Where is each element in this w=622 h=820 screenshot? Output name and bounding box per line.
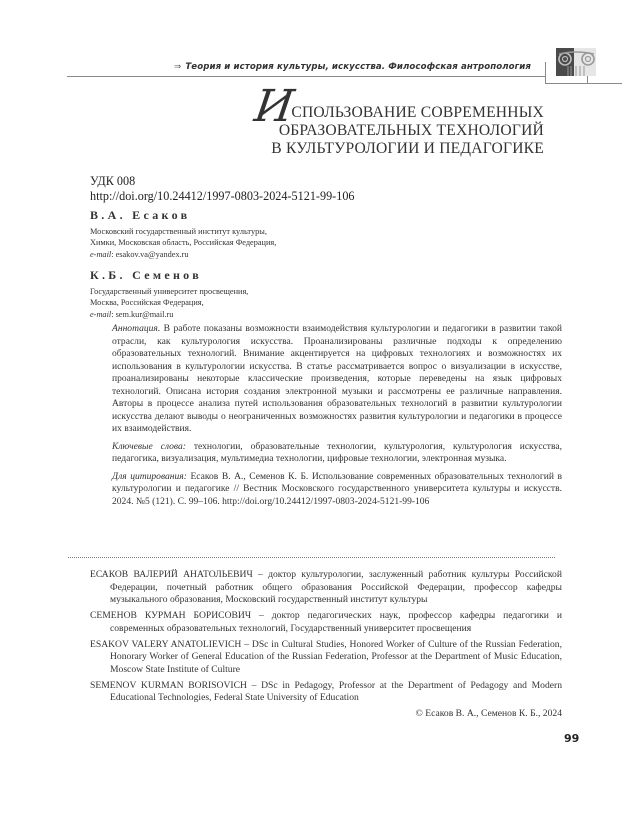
author-bio: ЕСАКОВ ВАЛЕРИЙ АНАТОЛЬЕВИЧ – доктор культурологии, заслуженный работник культуры Российской Федерации, почетный работник общего образования Российской Федерации, профессор кафедры музыкального образования, Московский государственный институт культуры (90, 569, 562, 606)
email-address[interactable]: : sem.kur@mail.ru (111, 309, 174, 319)
title-drop-cap: И (251, 81, 298, 132)
author-affiliation (90, 286, 248, 320)
header-rule-lower (545, 83, 622, 84)
title-line-2: ОБРАЗОВАТЕЛЬНЫХ ТЕХНОЛОГИЙ (278, 122, 544, 139)
author-email (90, 309, 248, 320)
section-title: Теория и история культуры, искусства. Философская антропология (185, 62, 531, 72)
email-address[interactable]: : esakov.va@yandex.ru (111, 249, 189, 259)
running-header (67, 62, 545, 77)
email-label: e-mail (90, 309, 112, 319)
doi-link[interactable]: http://doi.org/10.24412/1997-0803-2024-5121-99-106 (90, 189, 355, 203)
email-label: e-mail (90, 249, 112, 259)
author-name: В.А. Есаков (90, 208, 191, 222)
author-bio: ESAKOV VALERY ANATOLIEVICH – DSc in Cultural Studies, Honored Worker of Culture of the Russian Federation, Honorary Worker of General Education of the Russian Federation, Professor at the Department of Music Education, Moscow State Institute of Culture (90, 638, 562, 675)
abstract-block (112, 323, 562, 513)
header-rule-tick (587, 76, 588, 83)
author-affiliation (90, 226, 276, 260)
affiliation-line: Государственный университет просвещения, (90, 287, 249, 296)
affiliation-line: Химки, Московская область, Российская Федерация, (90, 238, 277, 248)
author-name: К.Б. Семенов (90, 268, 202, 282)
abstract-label: Аннотация. (112, 323, 161, 334)
keywords-text: технологии, образовательные технологии, культурология, культурология искусства, педагогика, визуализация, мультимедиа технологии, цифровые технологии, электронная музыка. (112, 440, 562, 464)
affiliation-line: Московский государственный институт культуры, (90, 227, 267, 236)
header-rule-vertical (545, 62, 546, 84)
keywords-label: Ключевые слова: (112, 440, 186, 452)
udk-code: УДК 008 (90, 174, 136, 188)
title-line-1: СПОЛЬЗОВАНИЕ СОВРЕМЕННЫХ (291, 104, 544, 121)
citation-label: Для цитирования: (112, 470, 187, 482)
affiliation-line: Москва, Российская Федерация, (90, 298, 204, 308)
author-bios (90, 569, 562, 721)
citation (112, 471, 562, 509)
citation-text: Есаков В. А., Семенов К. Б. Использование современных образовательных технологий в культурологии и педагогике // Вестник Московского государственного университета культуры и искусств. 2024. №5 (121). С. 99–106. http://doi.org/10.24412/1997-0803-2024-5121-99-106 (112, 470, 562, 507)
title-line-3: В КУЛЬТУРОЛОГИИ И ПЕДАГОГИКЕ (271, 139, 544, 157)
page-number: 99 (564, 732, 580, 745)
article-title (251, 81, 544, 157)
double-arrow-icon: ⇒ (174, 62, 182, 72)
copyright-notice: © Есаков В. А., Семенов К. Б., 2024 (415, 708, 562, 720)
abstract-text: В работе показаны возможности взаимодействия культурологии и педагогики в развитии такой отрасли, как культурология искусства. Проанализированы различные подходы к определению образовательных технологий. Внимание акцентируется на цифровых технологиях и возможностях их использования в культурологии искусства. В статье рассматривается вопрос о визуализации в искусстве, проанализированы некоторые классические произведения, которые переведены на язык цифровых технологий. Описана история создания электронной музыки и рассмотрены ее различные направления. Авторы в процессе анализа путей использования образовательных технологий в развитии культурологии искусства делают выводы о неограниченных возможностях развития культурологии и педагогики в процессе их взаимодействия. (112, 323, 562, 434)
section-divider (68, 557, 555, 558)
running-header-text (174, 62, 531, 72)
keywords (112, 441, 562, 466)
author-email (90, 249, 276, 260)
author-bio: СЕМЕНОВ КУРМАН БОРИСОВИЧ – доктор педагогических наук, профессор кафедры педагогики и современных образовательных технологий, Государственный университет просвещения (90, 610, 562, 634)
author-bio: SEMENOV KURMAN BORISOVICH – DSc in Pedagogy, Professor at the Department of Pedagogy and Modern Educational Technologies, Federal State University of Education (90, 679, 562, 704)
abstract (112, 323, 562, 436)
ionic-column-capital-icon (556, 48, 596, 76)
